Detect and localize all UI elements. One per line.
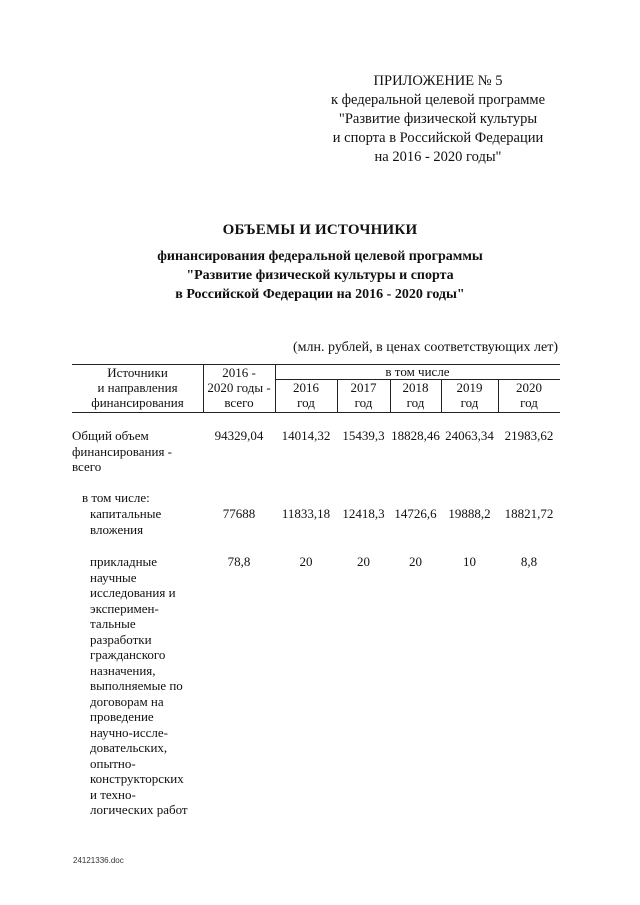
row-label-line: проведение [90, 709, 154, 724]
row-label-line: логических работ [90, 802, 188, 817]
units-note: (млн. рублей, в ценах соответствующих лет) [293, 340, 558, 355]
header-text: Источники [107, 365, 168, 380]
header-text: 2020 [516, 380, 542, 395]
header-text: год [354, 395, 373, 410]
cell-2018: 14726,6 [394, 506, 437, 521]
row-label-line: назначения, [90, 662, 156, 678]
row-label-line: разработки [90, 631, 152, 647]
row-label-line: гражданского [90, 647, 166, 662]
document-title: ОБЪЕМЫ И ИСТОЧНИКИ [222, 222, 418, 238]
header-bottom-border [72, 412, 560, 413]
cell-2016: 20 [299, 554, 313, 569]
document-subtitle [0, 247, 640, 304]
cell-total: 94329,04 [214, 428, 264, 443]
cell-total: 77688 [222, 506, 256, 521]
row-label-line: опытно- [90, 755, 136, 771]
appendix-line: на 2016 - 2020 годы" [374, 149, 502, 165]
header-year-2018 [390, 380, 441, 410]
row-label-line: конструкторских [90, 771, 184, 786]
appendix-number: ПРИЛОЖЕНИЕ № 5 [373, 73, 503, 89]
header-text: год [297, 395, 315, 410]
header-text: год [460, 395, 479, 410]
cell-2019: 24063,34 [445, 428, 494, 443]
cell-2020: 18821,72 [504, 506, 554, 521]
header-year-2019 [441, 380, 498, 410]
appendix-line: "Развитие физической культуры [338, 111, 538, 127]
row-prefix-including: в том числе: [82, 490, 150, 505]
row-label-line: научно-иссле- [90, 724, 168, 740]
header-text: 2017 [350, 380, 377, 395]
appendix-header [318, 72, 558, 167]
cell-2018: 20 [409, 554, 422, 569]
subtitle-line: финансирования федеральной целевой программы [157, 249, 483, 264]
header-text: 2020 годы - [207, 380, 271, 395]
cell-2016: 11833,18 [281, 506, 331, 521]
header-text: 2016 - [222, 365, 256, 380]
appendix-line: к федеральной целевой программе [330, 92, 546, 108]
row-label-total [72, 428, 172, 475]
header-text: 2019 [456, 380, 483, 395]
cell-2016: 14014,32 [281, 428, 331, 443]
cell-2020: 21983,62 [504, 428, 554, 443]
cell-2019: 10 [463, 554, 476, 569]
header-year-2017 [337, 380, 390, 410]
header-text: финансирования [91, 395, 184, 410]
row-label-line: всего [72, 459, 102, 474]
header-text: и направления [97, 380, 178, 395]
appendix-line: и спорта в Российской Федерации [332, 130, 544, 146]
cell-2020: 8,8 [520, 554, 538, 569]
header-text: 2018 [402, 380, 429, 395]
row-label-line: эксперимен- [90, 600, 159, 616]
header-total [203, 365, 275, 410]
subtitle-line: в Российской Федерации на 2016 - 2020 годы" [175, 287, 465, 302]
row-label-line: капитальные [90, 506, 162, 521]
row-label-research [90, 554, 188, 818]
header-text: год [406, 395, 425, 410]
header-text: 2016 [293, 380, 319, 395]
cell-2019: 19888,2 [448, 506, 491, 521]
cell-2017: 15439,3 [342, 428, 385, 443]
cell-2018: 18828,46 [391, 428, 440, 443]
subtitle-line: "Развитие физической культуры и спорта [186, 268, 454, 283]
row-label-line: довательских, [90, 740, 168, 755]
cell-2017: 12418,3 [342, 506, 385, 521]
header-text: год [520, 395, 538, 410]
row-label-line: Общий объем [72, 428, 149, 443]
row-label-line: прикладные [90, 554, 158, 569]
cell-2017: 20 [357, 554, 370, 569]
row-label-line: тальные [90, 616, 136, 631]
file-name-footer: 24121336.doc [73, 856, 124, 865]
row-label-line: вложения [90, 521, 144, 537]
row-label-line: выполняемые по [90, 678, 183, 693]
header-year-2020 [498, 380, 560, 410]
row-label-line: научные [90, 569, 137, 585]
header-including: в том числе [385, 364, 450, 379]
header-source [72, 365, 203, 410]
row-label-line: договорам на [90, 693, 164, 709]
row-label-line: и техно- [90, 786, 136, 802]
cell-total: 78,8 [227, 554, 251, 569]
header-text: всего [224, 395, 254, 410]
header-year-2016 [275, 380, 337, 410]
row-label-line: финансирования - [72, 443, 173, 459]
row-label-line: исследования и [90, 585, 176, 600]
row-label-capital [90, 506, 161, 537]
